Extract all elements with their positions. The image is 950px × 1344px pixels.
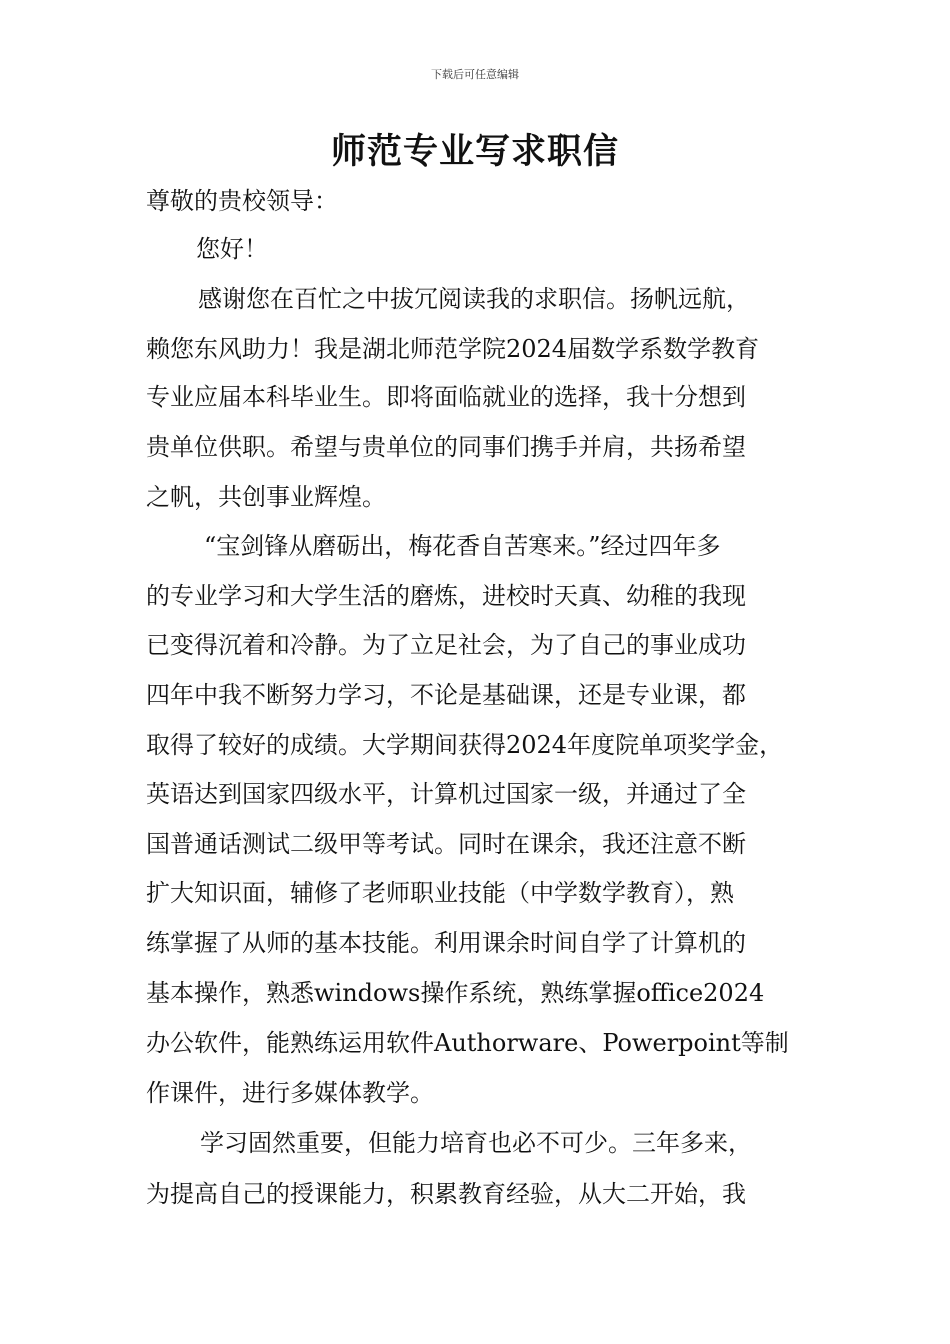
- paragraph-line: 英语达到国家四级水平，计算机过国家一级，并通过了全: [146, 780, 746, 808]
- paragraph-line: 赖您东风助力！我是湖北师范学院2024届数学系数学教育: [146, 335, 760, 363]
- greeting: 您好！: [196, 235, 268, 263]
- paragraph-line: 感谢您在百忙之中拔冗阅读我的求职信。扬帆远航，: [198, 285, 750, 313]
- paragraph-line: 练掌握了从师的基本技能。利用课余时间自学了计算机的: [146, 929, 746, 957]
- paragraph-line: 基本操作，熟悉windows操作系统，熟练掌握office2024: [146, 979, 765, 1007]
- paragraph-line: 取得了较好的成绩。大学期间获得2024年度院单项奖学金，: [146, 731, 784, 759]
- paragraph-line: 贵单位供职。希望与贵单位的同事们携手并肩，共扬希望: [146, 433, 746, 461]
- paragraph-line: 的专业学习和大学生活的磨炼，进校时天真、幼稚的我现: [146, 582, 746, 610]
- paragraph-line: 之帆，共创事业辉煌。: [146, 483, 386, 511]
- paragraph-line: 已变得沉着和冷静。为了立足社会，为了自己的事业成功: [146, 631, 746, 659]
- paragraph-line: 为提高自己的授课能力，积累教育经验，从大二开始，我: [146, 1180, 746, 1208]
- paragraph-line: 作课件，进行多媒体教学。: [146, 1079, 434, 1107]
- paragraph-line: 办公软件，能熟练运用软件Authorware、Powerpoint等制: [146, 1029, 789, 1057]
- paragraph-line: 四年中我不断努力学习，不论是基础课，还是专业课，都: [146, 681, 746, 709]
- paragraph-line: 专业应届本科毕业生。即将面临就业的选择，我十分想到: [146, 383, 746, 411]
- paragraph-line: “宝剑锋从磨砺出，梅花香自苦寒来。”经过四年多: [204, 532, 721, 560]
- header-note: 下载后可任意编辑: [431, 68, 519, 81]
- document-title: 师范专业写求职信: [330, 132, 619, 172]
- paragraph-line: 学习固然重要，但能力培育也必不可少。三年多来，: [200, 1129, 752, 1157]
- paragraph-line: 国普通话测试二级甲等考试。同时在课余，我还注意不断: [146, 830, 746, 858]
- paragraph-line: 扩大知识面，辅修了老师职业技能（中学数学教育），熟: [146, 879, 734, 907]
- salutation: 尊敬的贵校领导：: [146, 187, 338, 215]
